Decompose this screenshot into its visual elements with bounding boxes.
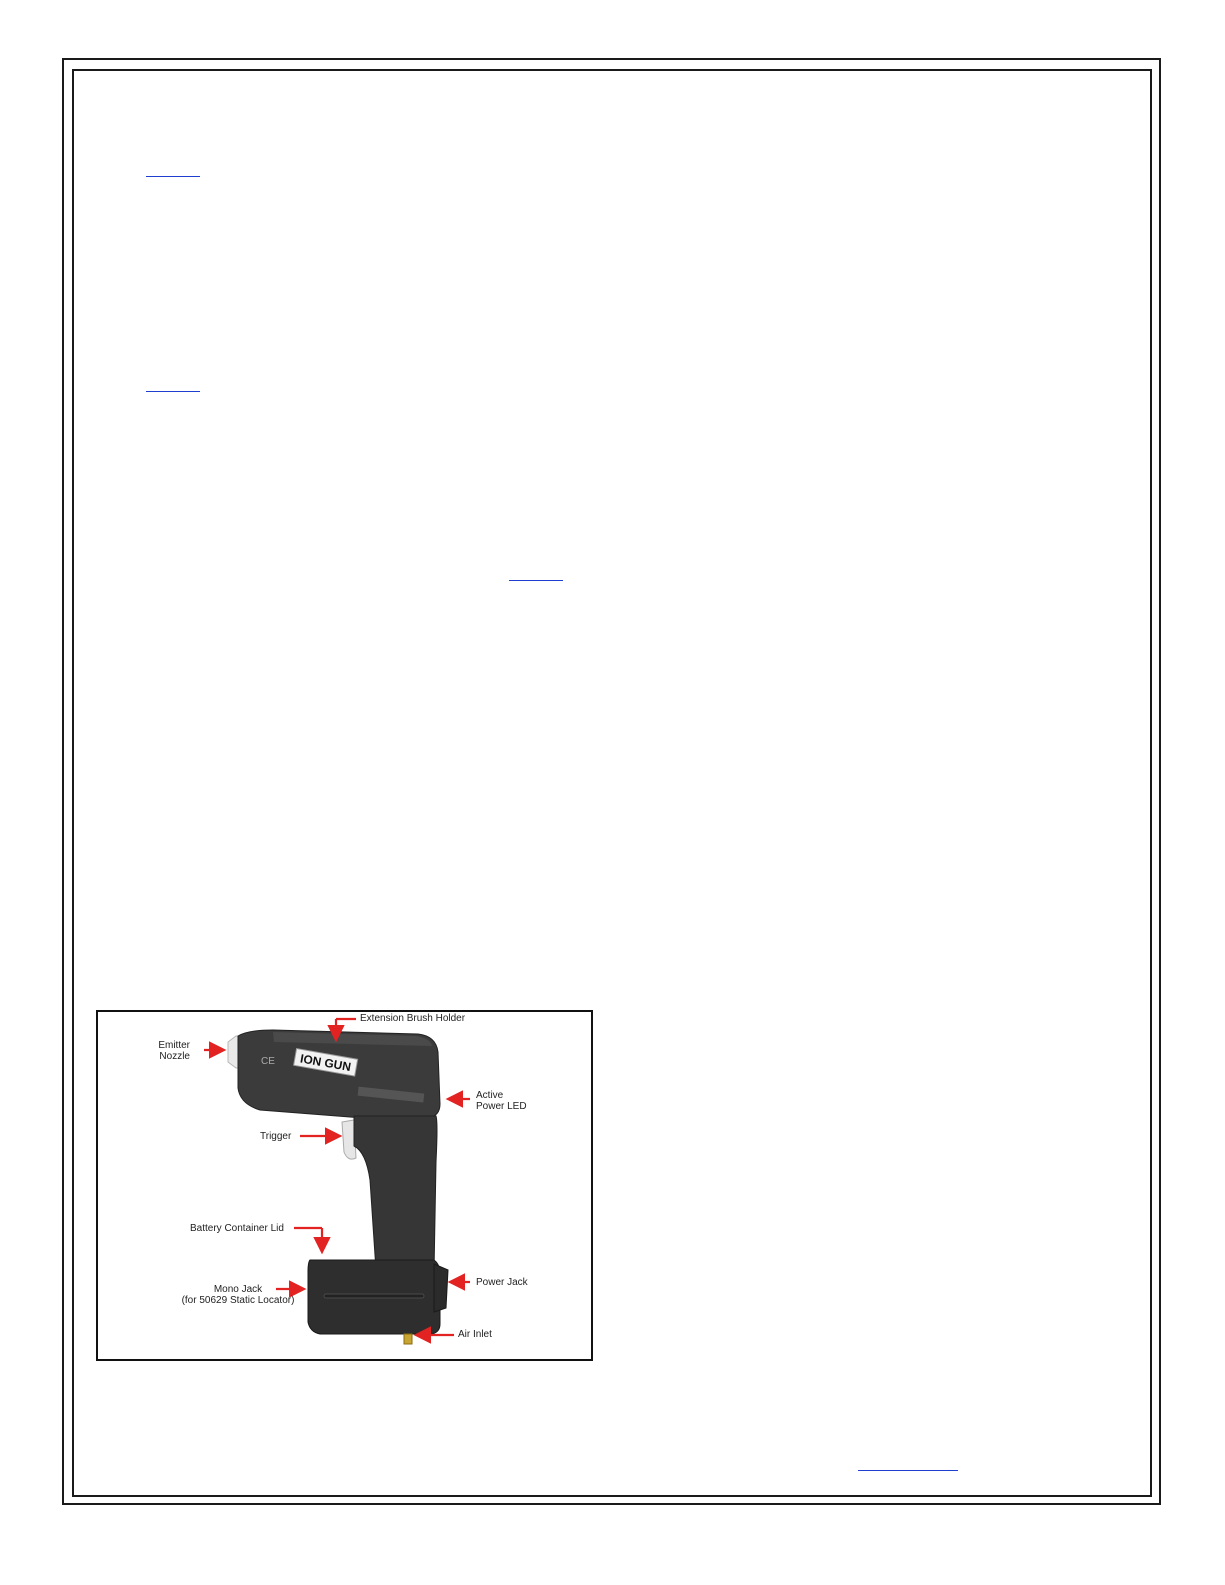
callout-emitter-nozzle-line2: Nozzle — [159, 1051, 190, 1062]
svg-text:CE: CE — [261, 1056, 275, 1067]
callout-battery-container-lid: Battery Container Lid — [190, 1223, 284, 1234]
hyperlink-underline-4[interactable] — [858, 1470, 958, 1471]
callout-power-jack: Power Jack — [476, 1277, 528, 1288]
power-jack-shape — [434, 1264, 448, 1312]
callout-mono-jack — [168, 1284, 308, 1306]
ion-gun-logo: ION GUN — [299, 1051, 353, 1075]
callout-trigger: Trigger — [260, 1131, 292, 1142]
hyperlink-underline-1[interactable] — [146, 176, 200, 177]
callout-extension-brush-holder: Extension Brush Holder — [360, 1013, 466, 1024]
callout-active-power-led-line2: Power LED — [476, 1101, 527, 1112]
callout-active-power-led — [476, 1090, 527, 1112]
callout-emitter-nozzle-line1: Emitter — [158, 1040, 190, 1051]
callout-mono-jack-line2: (for 50629 Static Locator) — [181, 1295, 295, 1306]
air-inlet-shape — [404, 1334, 412, 1344]
hyperlink-underline-2[interactable] — [146, 391, 200, 392]
gun-handle-shape — [354, 1116, 437, 1272]
ion-gun-figure — [96, 1010, 593, 1361]
hyperlink-underline-3[interactable] — [509, 580, 563, 581]
callout-air-inlet: Air Inlet — [458, 1329, 492, 1340]
callout-emitter-nozzle — [138, 1040, 190, 1062]
ion-gun-illustration — [98, 1012, 591, 1359]
callout-mono-jack-line1: Mono Jack — [213, 1284, 263, 1295]
callout-active-power-led-line1: Active — [476, 1090, 504, 1101]
